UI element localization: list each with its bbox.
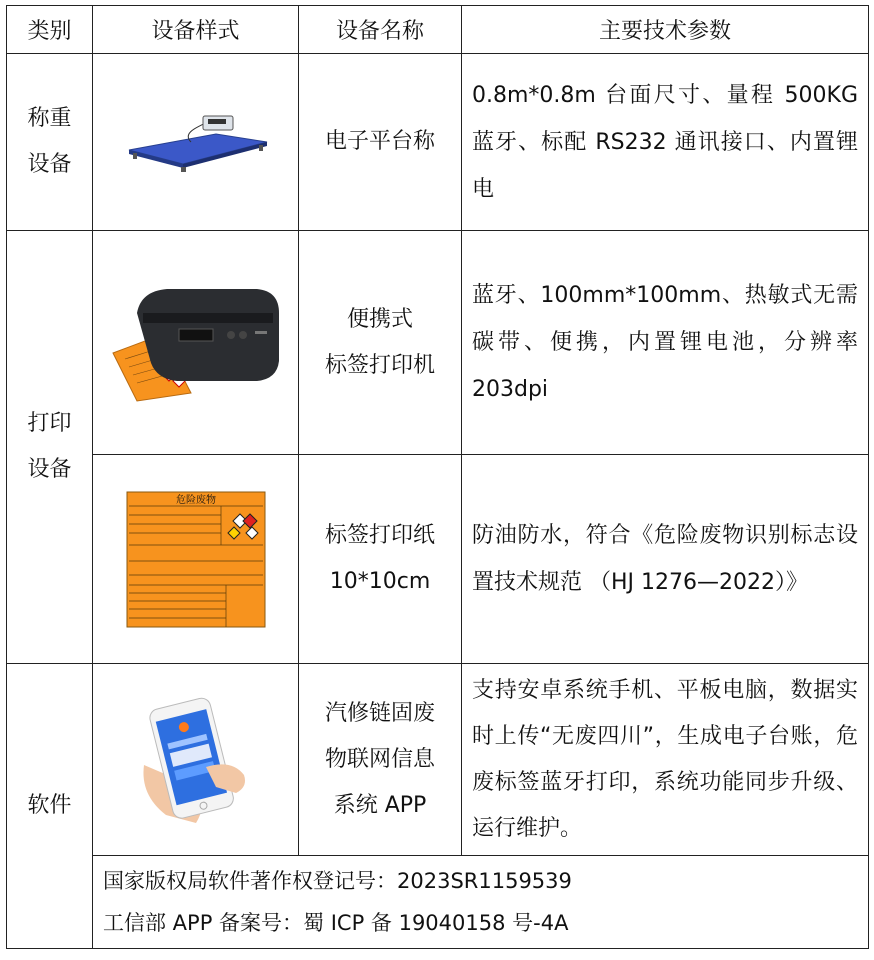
header-params: 主要技术参数 [462, 6, 869, 54]
category-software: 软件 [7, 664, 93, 949]
equipment-spec-table [6, 5, 869, 949]
device-name: 标签打印纸 10*10cm [299, 455, 462, 664]
device-params: 0.8m*0.8m 台面尺寸、量程 500KG 蓝牙、标配 RS232 通讯接口、内置锂电 [462, 54, 869, 231]
device-name: 汽修链固废 物联网信息 系统 APP [299, 664, 462, 856]
category-printing: 打印 设备 [7, 231, 93, 664]
device-name: 电子平台称 [299, 54, 462, 231]
device-params: 蓝牙、100mm*100mm、热敏式无需碳带、便携，内置锂电池，分辨率 203dpi [462, 231, 869, 455]
platform-scale-icon [121, 112, 271, 172]
label-title: 危险废物 [175, 494, 216, 506]
device-name: 便携式 标签打印机 [299, 231, 462, 455]
header-category: 类别 [7, 6, 93, 54]
registration-info [93, 856, 869, 949]
device-params: 防油防水，符合《危险废物识别标志设置技术规范 （HJ 1276—2022）》 [462, 455, 869, 664]
label-printer-image [93, 231, 299, 455]
device-params: 支持安卓系统手机、平板电脑，数据实时上传“无废四川”，生成电子台账，危废标签蓝牙打印，系统功能同步升级、运行维护。 [462, 664, 869, 856]
header-style: 设备样式 [93, 6, 299, 54]
table-row [7, 231, 869, 455]
table-row [7, 664, 869, 856]
platform-scale-image [93, 54, 299, 231]
footer-row [7, 856, 869, 949]
category-weighing: 称重 设备 [7, 54, 93, 231]
table-row [7, 54, 869, 231]
hazardous-label-image [93, 455, 299, 664]
copyright-registration: 国家版权局软件著作权登记号：2023SR1159539 [103, 869, 572, 893]
phone-app-image [93, 664, 299, 856]
header-row [7, 6, 869, 54]
table-row [7, 455, 869, 664]
hazardous-label-icon [126, 491, 266, 628]
header-name: 设备名称 [299, 6, 462, 54]
phone-app-icon [136, 695, 256, 825]
label-printer-icon [107, 283, 285, 403]
icp-registration: 工信部 APP 备案号：蜀 ICP 备 19040158 号-4A [103, 911, 569, 935]
